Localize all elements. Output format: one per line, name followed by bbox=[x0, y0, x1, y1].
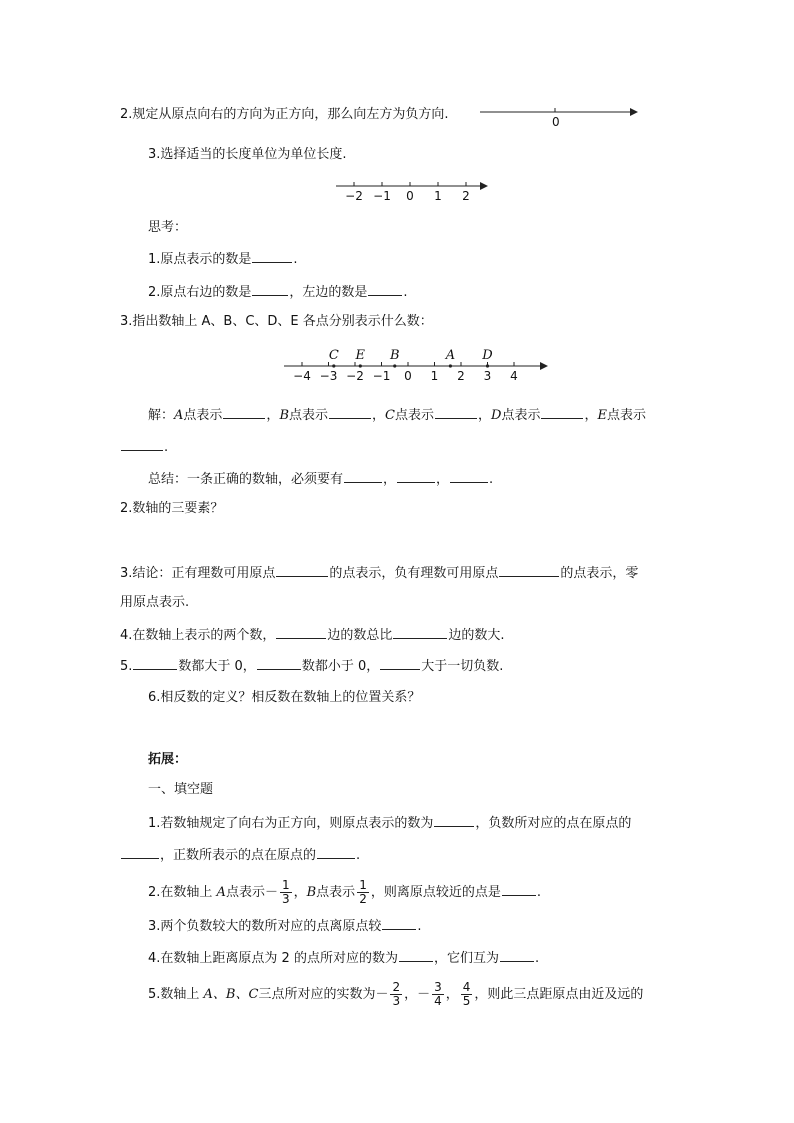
blank bbox=[450, 469, 488, 483]
think-q2 bbox=[148, 282, 408, 302]
f5-text-e: ，则此三点距原点由近及远的 bbox=[474, 987, 644, 1002]
point-text: 点表示 bbox=[394, 408, 434, 423]
blank bbox=[499, 563, 559, 577]
answer-label: 解： bbox=[148, 408, 175, 423]
unit-length-line bbox=[148, 146, 347, 164]
axis3-tick-label: 0 bbox=[404, 369, 412, 383]
blank bbox=[368, 282, 402, 296]
extension-heading bbox=[148, 751, 187, 769]
fraction-four-fifths: $\frac{4}{5}$ bbox=[462, 980, 471, 1008]
axis3-tick-label: −2 bbox=[346, 369, 364, 383]
comma: ， bbox=[372, 408, 386, 423]
point-b: B bbox=[279, 408, 289, 423]
intro-line-direction bbox=[120, 106, 449, 124]
answer-line bbox=[148, 405, 646, 425]
f2-text-d: 点表示 bbox=[316, 885, 356, 900]
comma: ， bbox=[445, 987, 459, 1002]
period: . bbox=[164, 440, 169, 455]
fill-q2 bbox=[148, 878, 541, 908]
fraction-three-fourths: $\frac{3}{4}$ bbox=[434, 980, 442, 1008]
point-c: C bbox=[385, 408, 395, 423]
fill-q3 bbox=[148, 916, 422, 936]
q1-text: 1.原点表示的数是 bbox=[148, 252, 252, 267]
conclusion-6 bbox=[148, 689, 420, 707]
number-line-units bbox=[336, 178, 496, 208]
blank bbox=[502, 882, 536, 896]
c3-text-b: 的点表示，负有理数可用原点 bbox=[329, 566, 499, 581]
blank bbox=[393, 625, 447, 639]
axis3-tick-label: −3 bbox=[319, 369, 338, 383]
conclusion-3 bbox=[120, 563, 638, 583]
point-text: 点表示 bbox=[606, 408, 646, 423]
f1-text-c: ，正数所表示的点在原点的 bbox=[160, 848, 317, 863]
f3-text: 3.两个负数较大的数所对应的点离原点较 bbox=[148, 919, 382, 934]
conclusion-3-cont bbox=[120, 594, 189, 612]
fraction-one-half: $\frac{1}{2}$ bbox=[359, 878, 367, 906]
fill-q1 bbox=[148, 813, 631, 833]
blank bbox=[252, 249, 292, 263]
blank bbox=[121, 845, 159, 859]
c4-text-c: 边的数大. bbox=[448, 628, 505, 643]
fill-q1-cont bbox=[120, 845, 360, 865]
point-d: D bbox=[491, 408, 502, 423]
blank bbox=[382, 916, 416, 930]
axis3-tick-label: 4 bbox=[510, 369, 518, 383]
c5-text-b: 数都大于 0， bbox=[178, 659, 256, 674]
fill-q4 bbox=[148, 948, 539, 968]
f2-end: . bbox=[536, 885, 541, 900]
fill-q5 bbox=[148, 980, 643, 1010]
axis3-point-dot bbox=[393, 364, 396, 367]
c3-text: 3.结论：正有理数可用原点 bbox=[120, 566, 276, 581]
comma: ， bbox=[383, 472, 397, 487]
c5-text-c: 数都小于 0， bbox=[301, 659, 380, 674]
number-line-origin bbox=[480, 104, 640, 134]
axis2-tick-label: 2 bbox=[462, 189, 470, 203]
think-q1 bbox=[148, 249, 298, 269]
axis1-zero-label: 0 bbox=[552, 115, 560, 129]
blank bbox=[397, 469, 435, 483]
axis3-point-label: E bbox=[355, 348, 366, 363]
axis3-tick-label: −4 bbox=[293, 369, 311, 383]
c6-text: 6.相反数的定义？相反数在数轴上的位置关系？ bbox=[148, 690, 421, 705]
q3-text: 3.指出数轴上 A、B、C、D、E 各点分别表示什么数： bbox=[120, 314, 433, 329]
point-b: B bbox=[306, 885, 317, 900]
three-elements-text: 2.数轴的三要素？ bbox=[120, 501, 224, 516]
axis3-point-dot bbox=[332, 364, 335, 367]
summary-text: 总结：一条正确的数轴，必须要有 bbox=[148, 472, 344, 487]
comma: ， bbox=[436, 472, 450, 487]
c3-text-d: 用原点表示. bbox=[120, 595, 190, 610]
blank bbox=[435, 405, 477, 419]
extension-text: 拓展： bbox=[148, 752, 188, 767]
q2-text: 2.原点右边的数是 bbox=[148, 285, 252, 300]
c5-text: 5. bbox=[120, 659, 133, 674]
axis3-tick-label: 1 bbox=[430, 369, 439, 383]
f4-end: . bbox=[534, 951, 540, 966]
f3-end: . bbox=[417, 919, 422, 934]
axis2-tick-label: −1 bbox=[373, 189, 391, 203]
points-abc: A、B、C bbox=[203, 987, 259, 1002]
f1-text-b: ，负数所对应的点在原点的 bbox=[475, 816, 632, 831]
think-heading bbox=[148, 219, 187, 237]
comma: ， bbox=[478, 408, 492, 423]
think-text: 思考： bbox=[148, 220, 188, 235]
axis3-tick-label: 3 bbox=[483, 369, 492, 383]
axis3-point-label: D bbox=[482, 348, 493, 363]
period: . bbox=[489, 472, 494, 487]
blank bbox=[434, 813, 474, 827]
conclusion-4 bbox=[120, 625, 505, 645]
blank bbox=[380, 656, 420, 670]
f5-text-c: ，－ bbox=[404, 987, 431, 1002]
blank bbox=[276, 563, 328, 577]
f1-text: 1.若数轴规定了向右为正方向，则原点表示的数为 bbox=[148, 816, 434, 831]
axis2-tick-label: 0 bbox=[406, 189, 414, 203]
blank bbox=[399, 948, 433, 962]
point-a: A bbox=[174, 408, 184, 423]
conclusion-5 bbox=[120, 656, 503, 676]
axis2-tick-label: 1 bbox=[434, 189, 442, 203]
fill-in-text: 一、填空题 bbox=[148, 782, 214, 797]
unit-length-text: 3.选择适当的长度单位为单位长度. bbox=[148, 147, 347, 162]
point-text: 点表示 bbox=[501, 408, 541, 423]
comma: ， bbox=[584, 408, 598, 423]
blank bbox=[329, 405, 371, 419]
point-a: A bbox=[216, 885, 226, 900]
f2-text-b: 点表示－ bbox=[225, 885, 278, 900]
blank bbox=[223, 405, 265, 419]
blank bbox=[317, 845, 355, 859]
axis3-point-label: A bbox=[445, 348, 456, 363]
blank bbox=[121, 437, 163, 451]
comma: ， bbox=[266, 408, 280, 423]
comma: ， bbox=[293, 885, 307, 900]
summary-line bbox=[148, 469, 493, 489]
c3-text-c: 的点表示，零 bbox=[560, 566, 639, 581]
blank bbox=[252, 282, 288, 296]
axis3-point-dot bbox=[486, 364, 489, 367]
f2-text-e: ，则离原点较近的点是 bbox=[370, 885, 501, 900]
number-line-points bbox=[284, 344, 554, 386]
q1-end: . bbox=[293, 252, 298, 267]
blank bbox=[541, 405, 583, 419]
fraction-two-thirds: $\frac{2}{3}$ bbox=[392, 980, 401, 1008]
c4-text: 4.在数轴上表示的两个数， bbox=[120, 628, 276, 643]
blank bbox=[344, 469, 382, 483]
answer-line-2 bbox=[120, 437, 168, 457]
c5-text-d: 大于一切负数. bbox=[421, 659, 504, 674]
q2-text-b: ，左边的数是 bbox=[289, 285, 368, 300]
f1-end: . bbox=[356, 848, 361, 863]
f2-text: 2.在数轴上 bbox=[148, 885, 217, 900]
axis3-point-label: B bbox=[389, 348, 400, 363]
blank bbox=[257, 656, 301, 670]
question-3 bbox=[120, 313, 433, 331]
f4-text-b: ，它们互为 bbox=[433, 951, 499, 966]
point-e: E bbox=[597, 408, 607, 423]
axis2-tick-label: −2 bbox=[345, 189, 363, 203]
axis3-tick-label: −1 bbox=[372, 369, 391, 383]
q2-end: . bbox=[403, 285, 408, 300]
blank bbox=[276, 625, 326, 639]
direction-text: 2.规定从原点向右的方向为正方向，那么向左方为负方向. bbox=[120, 107, 449, 122]
axis3-tick-label: 2 bbox=[457, 369, 465, 383]
f4-text: 4.在数轴上距离原点为 2 的点所对应的数为 bbox=[148, 951, 398, 966]
blank bbox=[500, 948, 534, 962]
axis3-point-label: C bbox=[328, 348, 339, 363]
fraction-one-third: $\frac{1}{3}$ bbox=[281, 878, 290, 906]
three-elements-question bbox=[120, 500, 223, 518]
point-text: 点表示 bbox=[183, 408, 223, 423]
f5-text-b: 三点所对应的实数为－ bbox=[258, 987, 389, 1002]
f5-text: 5.数轴上 bbox=[148, 987, 204, 1002]
axis3-point-dot bbox=[449, 364, 452, 367]
fill-in-heading bbox=[148, 781, 213, 799]
c4-text-b: 边的数总比 bbox=[327, 628, 393, 643]
blank bbox=[133, 656, 177, 670]
axis3-point-dot bbox=[359, 364, 362, 367]
point-text: 点表示 bbox=[289, 408, 329, 423]
